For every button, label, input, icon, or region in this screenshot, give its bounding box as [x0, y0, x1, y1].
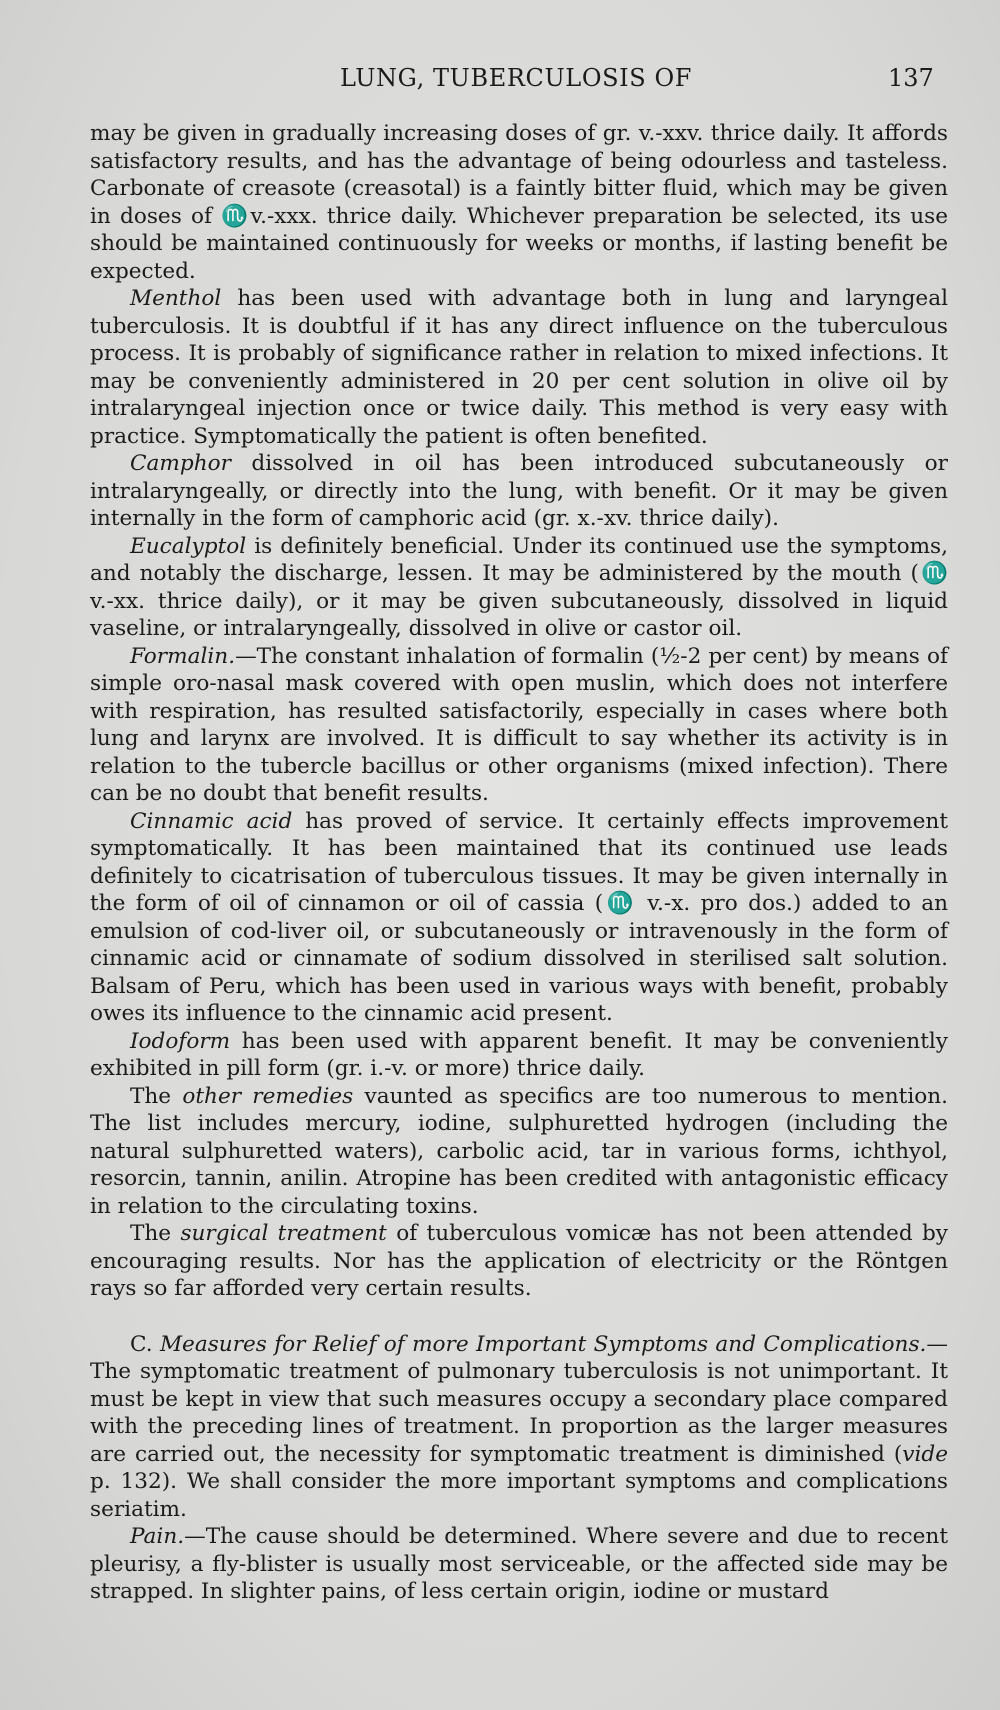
paragraph-text: —The constant inhalation of formalin (½-2 per cent) by means of simple oro-nasal mask covered with open muslin, which does not interfere with respiration, has resulted satisfactorily, especially in cases where both lung and larynx are involved. It is difficult to say whether its activity is in relation to the tubercle bacillus or other organisms (mixed infection). There can be no doubt that benefit results.: [90, 643, 948, 806]
paragraph-lead: Iodoform: [130, 1028, 231, 1054]
paragraph-text: may be given in gradually increasing doses of gr. v.-xxv. thrice daily. It affords satisfactory results, and has the advantage of being odourless and tasteless. Carbonate of creasote (creasotal) is a faintly bitter fluid, which may be given in doses of ♏v.-xxx. thrice daily. Whichever preparation be selected, its use should be maintained continuously for weeks or months, if lasting benefit be expected.: [90, 121, 949, 284]
paragraph-text-end: p. 132). We shall consider the more important symptoms and complications seriatim.: [90, 1469, 948, 1522]
paragraph-pain: [90, 1523, 948, 1606]
paragraph-menthol: [90, 285, 948, 450]
running-title: LUNG, TUBERCULOSIS OF: [340, 64, 693, 92]
paragraph-cinnamic-acid: [90, 808, 948, 1028]
paragraph-pre: The: [130, 1083, 183, 1109]
section-heading: Measures for Relief of more Important Symptoms and Complications.: [159, 1331, 927, 1357]
paragraph-text: vaunted as specifics are too numerous to mention. The list includes mercury, iodine, sulphuretted hydrogen (including the natural sulphuretted waters), carbolic acid, tar in various forms, ichthyol, resorcin, tannin, anilin. Atropine has been credited with antagonistic efficacy in relation to the circulating toxins.: [90, 1083, 948, 1219]
paragraph-text: of tuberculous vomicæ has not been attended by encouraging results. Nor has the application of electricity or the Röntgen rays so far afforded very certain results.: [90, 1221, 948, 1301]
paragraph-text: has been used with apparent benefit. It may be conveniently exhibited in pill form (gr. i.-v. or more) thrice daily.: [90, 1028, 948, 1081]
paragraph-lead: Cinnamic acid: [130, 808, 293, 834]
paragraph-pre: C.: [130, 1331, 160, 1357]
page-header: [0, 64, 1000, 100]
page-number: 137: [888, 64, 934, 92]
paragraph-text: dissolved in oil has been introduced subcutaneously or intralaryngeally, or directly into the lung, with benefit. Or it may be given internally in the form of camphoric acid (gr. x.-xv. thrice daily).: [90, 451, 948, 531]
paragraph-lead: Eucalyptol: [130, 533, 247, 559]
paragraph-lead: Camphor: [130, 451, 231, 476]
paragraph-text: —The symptomatic treatment of pulmonary tuberculosis is not unimportant. It must be kept in view that such measures occupy a secondary place compared with the preceding lines of treatment. In proportion as the larger measures are carried out, the necessity for symptomatic treatment is diminished (: [90, 1331, 948, 1467]
paragraph-iodoform: [90, 1028, 948, 1083]
paragraph-surgical-treatment: [90, 1220, 948, 1303]
paragraph-formalin: [90, 643, 948, 808]
paragraph-text: is definitely beneficial. Under its continued use the symptoms, and notably the discharge, lessen. It may be administered by the mouth (♏ v.-xx. thrice daily), or it may be given subcutaneously, dissolved in liquid vaseline, or intralaryngeally, dissolved in olive or castor oil.: [90, 533, 948, 641]
section-spacer: [90, 1303, 948, 1331]
paragraph-lead: surgical treatment: [180, 1221, 387, 1246]
section-heading-paragraph: [90, 1331, 948, 1524]
paragraph-camphor: [90, 450, 948, 533]
paragraph-pre: The: [130, 1221, 181, 1246]
paragraph-other-remedies: [90, 1083, 948, 1221]
paragraph-lead: other remedies: [182, 1083, 354, 1109]
paragraph-eucalyptol: [90, 533, 948, 643]
paragraph-lead: Menthol: [130, 286, 222, 311]
paragraph-italic-ref: vide: [902, 1441, 948, 1467]
paragraph-text: has been used with advantage both in lung and laryngeal tuberculosis. It is doubtful if it has any direct influence on the tuberculous process. It is probably of significance rather in relation to mixed infections. It may be conveniently administered in 20 per cent solution in olive oil by intralaryngeal injection once or twice daily. This method is very easy with practice. Symptomatically the patient is often benefited.: [90, 286, 948, 449]
paragraph-lead: Formalin.: [130, 643, 236, 669]
paragraph-lead: Pain.: [130, 1524, 185, 1549]
body-text: [90, 120, 948, 1606]
paragraph-creasote: [90, 120, 948, 285]
paragraph-text: has proved of service. It certainly effects improvement symptomatically. It has been maintained that its continued use leads definitely to cicatrisation of tuberculous tissues. It may be given internally in the form of oil of cinnamon or oil of cassia (♏ v.-x. pro dos.) added to an emulsion of cod-liver oil, or subcutaneously or intravenously in the form of cinnamic acid or cinnamate of sodium dissolved in sterilised salt solution. Balsam of Peru, which has been used in various ways with benefit, probably owes its influence to the cinnamic acid present.: [90, 808, 948, 1026]
paragraph-text: —The cause should be determined. Where severe and due to recent pleurisy, a fly-blister is usually most serviceable, or the affected side may be strapped. In slighter pains, of less certain origin, iodine or mustard: [90, 1524, 948, 1604]
